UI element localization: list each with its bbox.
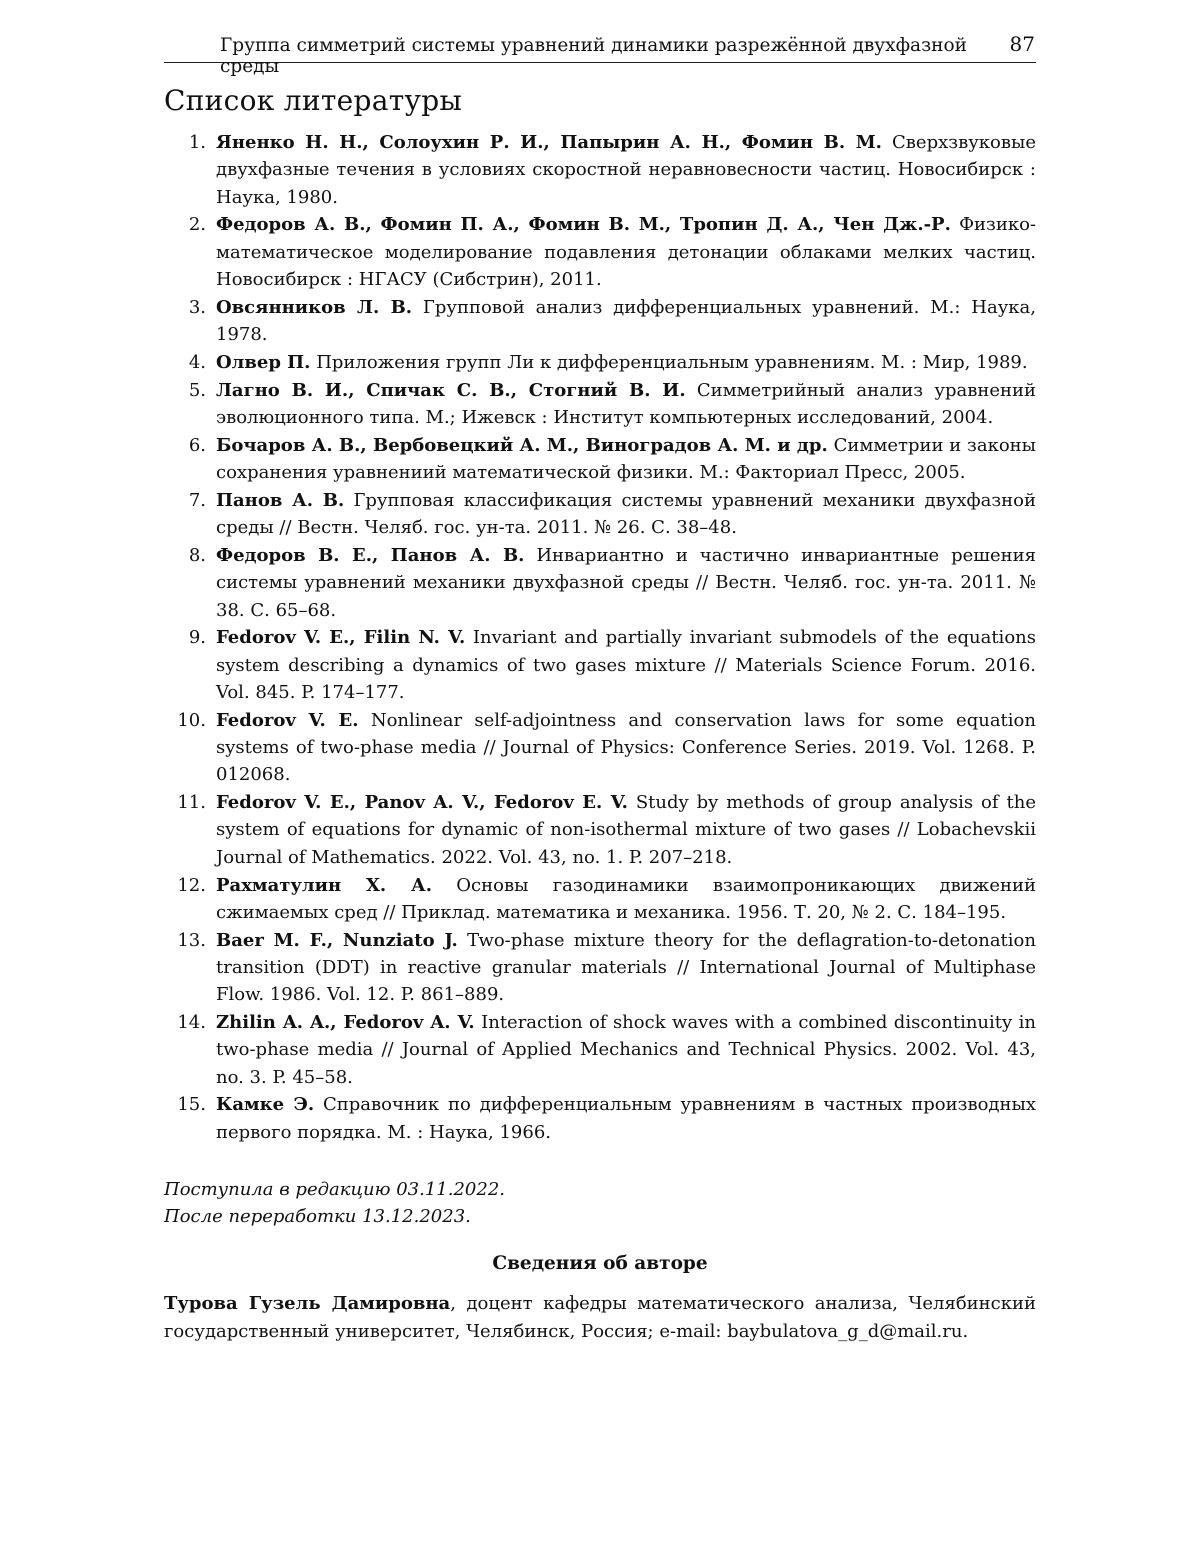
reference-number: 6. (188, 434, 206, 456)
reference-item (164, 1009, 1036, 1091)
reference-number: 5. (188, 379, 206, 401)
reference-authors: Федоров А. В., Фомин П. А., Фомин В. М., Тропин Д. А., Чен Дж.-Р. (216, 214, 951, 236)
reference-number: 14. (177, 1012, 206, 1033)
reference-number: 1. (188, 132, 206, 153)
running-title: Группа симметрий системы уравнений динамики разрежённой двухфазной среды (220, 35, 967, 77)
reference-authors: Олвер П. (216, 351, 311, 373)
reference-authors: Овсянников Л. В. (216, 296, 413, 318)
author-info (164, 1290, 1036, 1346)
reference-text: Сверхзвуковые двухфазные течения в условиях скоростной неравновесности частиц. Новосибирск : Наука, 1980. (216, 132, 1036, 208)
reference-text: Симметрии и законы сохранения уравнениий математической физики. М.: Факториал Пресс, 2005. (216, 434, 1036, 484)
reference-authors: Федоров В. Е., Панов А. В. (216, 544, 525, 566)
running-header (164, 32, 1036, 77)
references-heading: Список литературы (164, 84, 463, 117)
reference-authors: Fedorov V. E. (216, 709, 359, 731)
reference-authors: Яненко Н. Н., Солоухин Р. И., Папырин А. Н., Фомин В. М. (216, 132, 882, 153)
reference-item (164, 432, 1036, 487)
reference-item (164, 624, 1036, 706)
reference-text: Групповая классификация системы уравнений механики двухфазной среды // Вестн. Челяб. гос. ун-та. 2011. № 26. С. 38–48. (216, 489, 1036, 539)
reference-number: 3. (188, 296, 206, 318)
reference-item (164, 211, 1036, 293)
reference-authors: Fedorov V. E., Panov A. V., Fedorov E. V. (216, 792, 628, 814)
reference-text: Инвариантно и частично инвариантные решения системы уравнений механики двухфазной среды // Вестн. Челяб. гос. ун-та. 2011. № 38. С. 65–68. (216, 544, 1036, 621)
reference-text: Групповой анализ дифференциальных уравнений. М.: Наука, 1978. (216, 296, 1036, 346)
reference-number: 7. (188, 489, 206, 511)
reference-authors: Бочаров А. В., Вербовецкий А. М., Виноградов А. М. и др. (216, 434, 828, 456)
reference-list (164, 129, 1036, 1146)
reference-item (164, 789, 1036, 871)
reference-number: 8. (188, 544, 206, 566)
reference-item (164, 1091, 1036, 1146)
reference-item (164, 294, 1036, 349)
page-number: 87 (1009, 32, 1035, 56)
reference-item (164, 349, 1036, 376)
reference-authors: Zhilin A. A., Fedorov A. V. (216, 1012, 475, 1033)
reference-number: 9. (188, 627, 206, 649)
reference-number: 2. (188, 214, 206, 236)
reference-text: Interaction of shock waves with a combined discontinuity in two-phase media // Journal of Applied Mechanics and Technical Physics. 2002. Vol. 43, no. 3. P. 45–58. (216, 1012, 1036, 1088)
reference-number: 12. (177, 874, 206, 896)
reference-authors: Камке Э. (216, 1094, 315, 1116)
reference-number: 11. (177, 792, 206, 814)
reference-number: 15. (177, 1094, 206, 1116)
author-name: Турова Гузель Дамировна (164, 1293, 451, 1314)
reference-text: Справочник по дифференциальным уравнениям в частных производных первого порядка. М. : Наука, 1966. (216, 1094, 1036, 1143)
reference-item (164, 129, 1036, 211)
reference-item (164, 377, 1036, 432)
received-dates (164, 1176, 505, 1230)
reference-number: 10. (177, 709, 206, 731)
reference-item (164, 927, 1036, 1009)
reference-text: Two-phase mixture theory for the deflagration-to-detonation transition (DDT) in reactive granular materials // International Journal of Multiphase Flow. 1986. Vol. 12. P. 861–889. (216, 929, 1036, 1006)
reference-item (164, 707, 1036, 789)
reference-item (164, 487, 1036, 542)
received-date: Поступила в редакцию 03.11.2022. (164, 1179, 505, 1200)
reference-authors: Лагно В. И., Спичак С. В., Стогний В. И. (216, 379, 686, 401)
reference-authors: Baer M. F., Nunziato J. (216, 929, 458, 951)
reference-text: Симметрийный анализ уравнений эволюционного типа. М.; Ижевск : Институт компьютерных исследований, 2004. (216, 379, 1036, 428)
reference-number: 4. (188, 351, 206, 373)
reference-text: Nonlinear self-adjointness and conservation laws for some equation systems of two-phase media // Journal of Physics: Conference Series. 2019. Vol. 1268. P. 012068. (216, 709, 1036, 786)
reference-item (164, 872, 1036, 927)
author-details: , доцент кафедры математического анализа, Челябинский государственный университет, Челябинск, Россия; e-mail: baybulatova_g_d@mail.ru. (164, 1293, 1037, 1342)
author-info-heading: Сведения об авторе (492, 1253, 708, 1274)
reference-text: Invariant and partially invariant submodels of the equations system describing a dynamics of two gases mixture // Materials Science Forum. 2016. Vol. 845. P. 174–177. (216, 627, 1036, 703)
reference-number: 13. (177, 929, 206, 951)
reference-text: Приложения групп Ли к дифференциальным уравнениям. М. : Мир, 1989. (316, 351, 1028, 373)
reference-item (164, 542, 1036, 624)
reference-authors: Панов А. В. (216, 489, 345, 511)
reference-authors: Рахматулин Х. А. (216, 874, 432, 896)
revised-date: После переработки 13.12.2023. (164, 1206, 471, 1227)
reference-text: Study by methods of group analysis of the system of equations for dynamic of non-isothermal mixture of two gases // Lobachevskii Journal of Mathematics. 2022. Vol. 43, no. 1. P. 207–218. (216, 792, 1036, 868)
reference-text: Физико-математическое моделирование подавления детонации облаками мелких частиц. Новосибирск : НГАСУ (Сибстрин), 2011. (216, 214, 1036, 290)
paper-page (164, 0, 1036, 1553)
reference-authors: Fedorov V. E., Filin N. V. (216, 627, 466, 649)
reference-text: Основы газодинамики взаимопроникающих движений сжимаемых сред // Приклад. математика и механика. 1956. Т. 20, № 2. С. 184–195. (216, 874, 1036, 923)
